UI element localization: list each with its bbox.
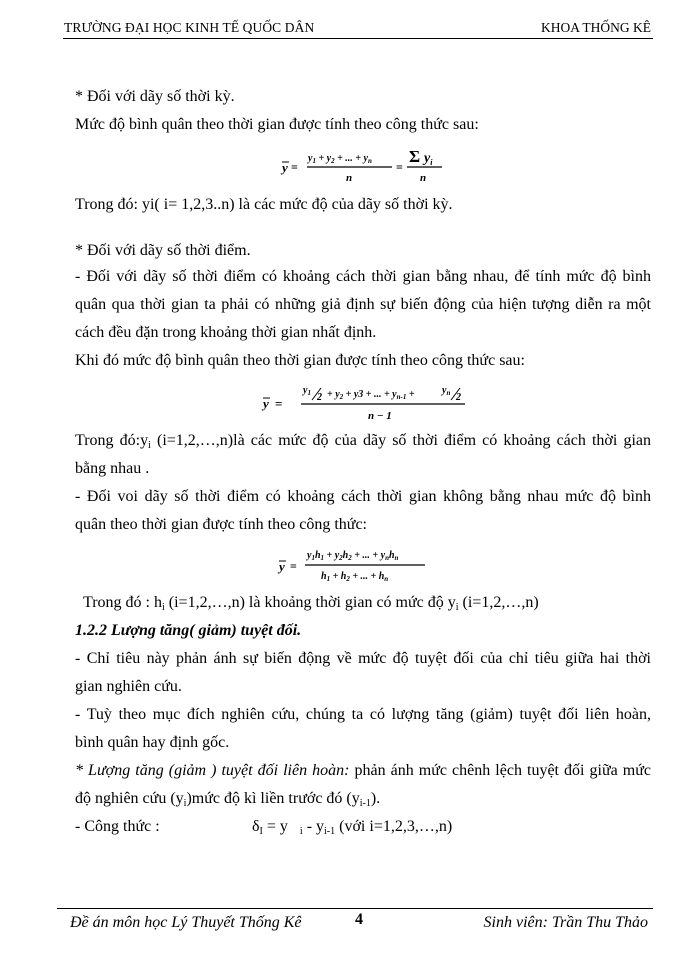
- svg-text:h1 + h2 + ... + hn: $h_1 + h_2$ + ... + $h_n$: [321, 571, 389, 583]
- text-line: * Đối với dãy số thời điểm.: [75, 242, 251, 259]
- text-line: Trong đó: yi( i= 1,2,3..n) là các mức độ của dãy số thời kỳ.: [75, 196, 453, 213]
- header-faculty: KHOA THỐNG KÊ: [541, 20, 651, 35]
- text-line: Trong đó : $h_i$ (i=1,2,…,n) là khoảng thời gian có mức độ $y_i$ (i=1,2,…,n): [83, 594, 539, 613]
- footer-course: Đề án môn học Lý Thuyết Thống Kê: [70, 914, 302, 931]
- svg-text:yi: $y_i$: [424, 151, 433, 167]
- text-line: quân theo thời gian được tính theo công thức:: [75, 516, 367, 533]
- text-line: cách đều đặn trong khoảng thời gian nhất định.: [75, 324, 377, 341]
- text-line: - Đối với dãy số thời điểm có khoảng cách thời gian bằng nhau, để tính mức độ bình: [75, 268, 651, 285]
- formula-period-mean: [280, 146, 480, 188]
- footer-student: Sinh viên: Trần Thu Thảo: [483, 914, 648, 931]
- text-line: quân qua thời gian ta phải có những giả định sự biến động của hiện tượng diễn ra một: [75, 296, 651, 313]
- text-line: độ nghiên cứu $(y_i)mức$ độ kì liền trước đó $(y_{i-1})$.: [75, 790, 381, 809]
- text-line: - Tuỳ theo mục đích nghiên cứu, chúng ta có lượng tăng (giảm) tuyệt đối liên hoàn,: [75, 706, 651, 723]
- formula-point-mean-unequal: [275, 544, 445, 586]
- svg-text:y: y: [263, 396, 269, 411]
- svg-text:Σ: Σ: [409, 147, 421, 166]
- text-line: gian nghiên cứu.: [75, 678, 182, 695]
- svg-text:2: 2: [317, 392, 322, 403]
- text-line: bằng nhau .: [75, 460, 150, 477]
- formula-absolute-change: $\delta_I = y$ $_i - y_{i-1}$ (với i=1,2,3,…,n): [252, 818, 453, 837]
- svg-text:=: =: [396, 160, 403, 174]
- text-line: Khi đó mức độ bình quân theo thời gian được tính theo công thức sau:: [75, 352, 525, 369]
- svg-text:n: n: [346, 172, 353, 184]
- svg-text:+ y2 + y3 + ... + yn-1 +: + $y_2 + y3$ + ... + $y_{n-1}$ +: [327, 389, 415, 401]
- text-line: Trong $đó:y_i$ (i=1,2,…,n)là các mức độ của dãy số thời điểm có khoảng cách thời gian: [75, 432, 652, 451]
- svg-text:2: 2: [456, 392, 461, 403]
- svg-text:=: =: [275, 396, 283, 411]
- formula-point-mean-equal: [255, 380, 495, 424]
- svg-text:=: =: [291, 160, 298, 174]
- header-rule: [63, 38, 653, 39]
- formula-lhs: y: [282, 160, 288, 175]
- svg-text:=: =: [290, 559, 297, 573]
- text-line: Mức độ bình quân theo thời gian được tính theo công thức sau:: [75, 116, 479, 133]
- header-university: TRƯỜNG ĐẠI HỌC KINH TẾ QUỐC DÂN: [64, 20, 315, 35]
- svg-text:y1 + y2 + ... + yn: $y_1 + y_2$ + ... + $y_n$: [308, 153, 372, 165]
- formula-label: - Công thức :: [75, 818, 160, 835]
- svg-text:n: n: [420, 172, 427, 184]
- svg-text:n − 1: n − 1: [368, 410, 392, 422]
- text-line: bình quân hay định gốc.: [75, 734, 230, 751]
- footer-rule: [57, 908, 653, 909]
- svg-text:y: y: [279, 559, 285, 574]
- svg-text:yn: $y_n$: [442, 385, 451, 397]
- text-line: * Lượng tăng (giảm ) tuyệt đối liên hoàn: phản ánh mức chênh lệch tuyệt đối giữa mức: [75, 762, 651, 779]
- text-line: - Đối voi dãy số thời điểm có khoảng cách thời gian không bằng nhau mức độ bình: [75, 488, 651, 505]
- svg-text:y1h1 + y2h2 + ... + ynhn: $y_1h_1 + y_2h_2$ + ... + $y_nh_n$: [307, 550, 399, 562]
- section-heading: 1.2.2 Lượng tăng( giảm) tuyệt đối.: [75, 622, 302, 639]
- page-number: 4: [355, 911, 363, 928]
- text-line: * Đối với dãy số thời kỳ.: [75, 88, 235, 105]
- text-line: - Chỉ tiêu này phản ánh sự biến động về mức độ tuyệt đối của chỉ tiêu giữa hai thời: [75, 650, 651, 667]
- svg-text:y1: $y_1$: [303, 385, 311, 397]
